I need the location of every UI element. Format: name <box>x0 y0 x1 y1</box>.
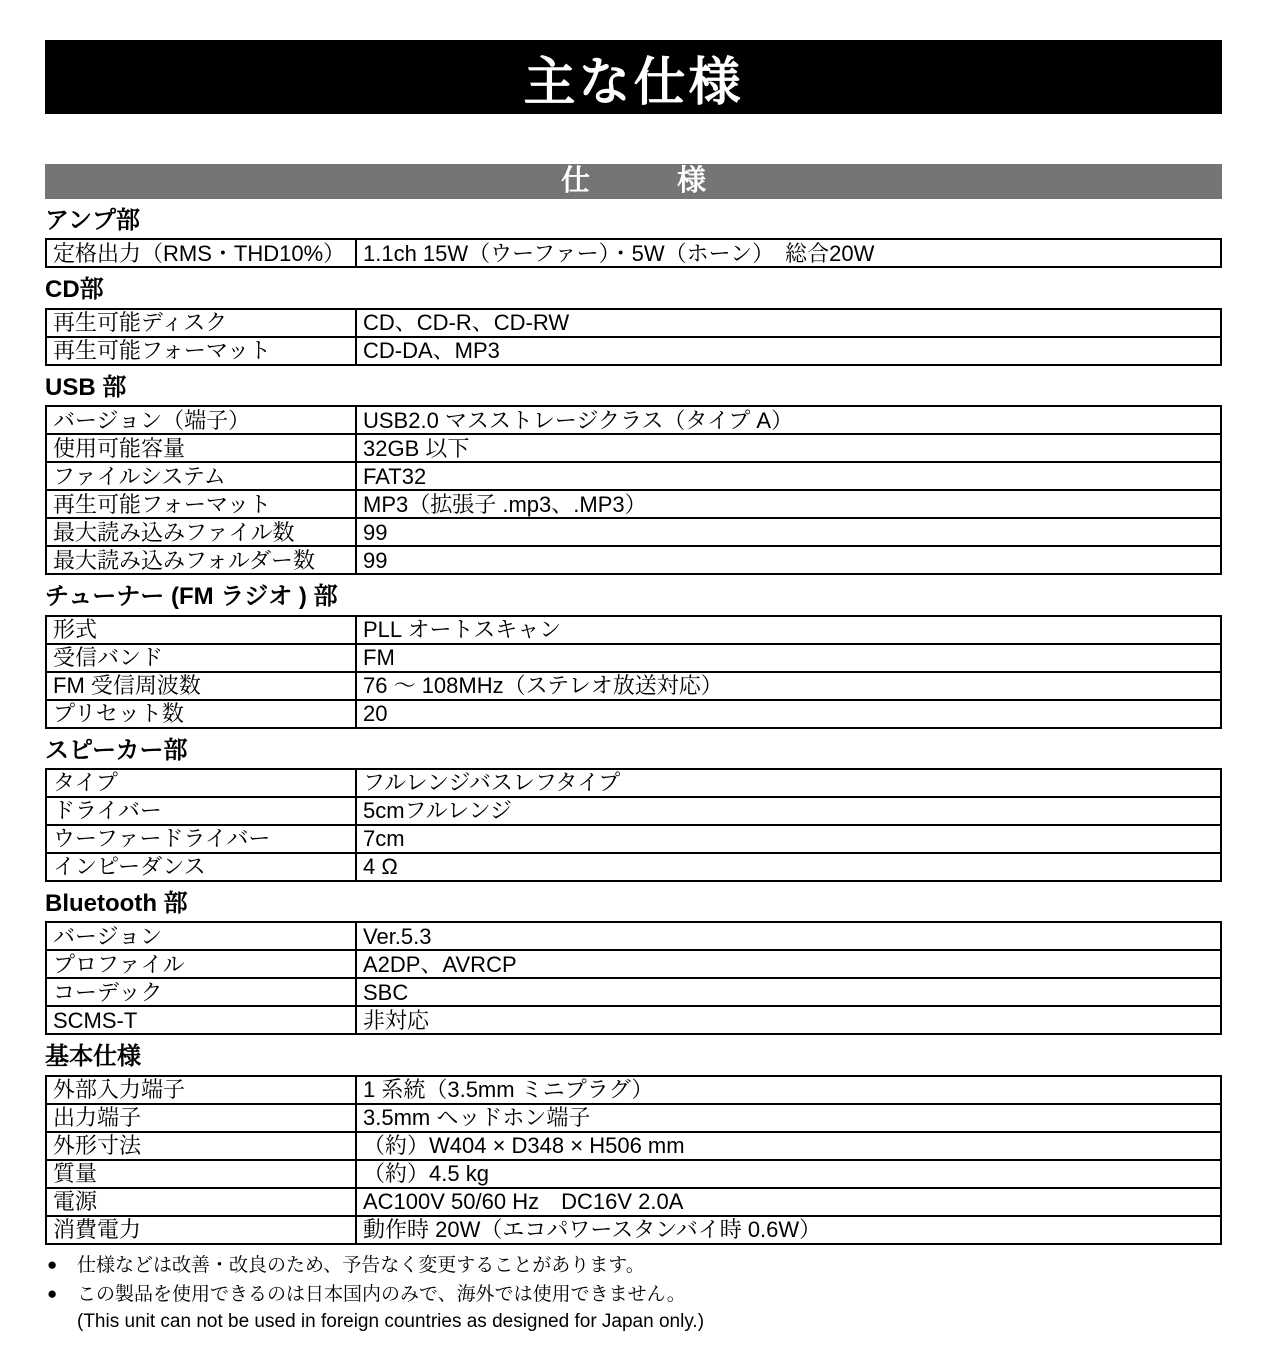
spec-section <box>45 208 1222 268</box>
spec-section <box>45 891 1222 1035</box>
spec-label: FM 受信周波数 <box>46 672 356 700</box>
footnote-line-ja: この製品を使用できるのは日本国内のみで、海外では使用できません。 <box>77 1283 686 1305</box>
spec-value: （約）W404 × D348 × H506 mm <box>356 1132 1221 1160</box>
spec-value: 1.1ch 15W（ウーファー）・5W（ホーン） 総合20W <box>356 239 1221 267</box>
page-title: 主な仕様 <box>523 53 744 112</box>
bullet-icon: ● <box>47 1283 58 1303</box>
table-row <box>46 518 1221 546</box>
section-heading: スピーカー部 <box>45 736 188 764</box>
table-row <box>46 672 1221 700</box>
spec-label: バージョン（端子） <box>46 406 356 434</box>
table-row <box>46 853 1221 881</box>
spec-label: 質量 <box>46 1160 356 1188</box>
spec-value: FAT32 <box>356 462 1221 490</box>
spec-table <box>45 308 1222 366</box>
table-row <box>46 825 1221 853</box>
spec-value: 5cmフルレンジ <box>356 797 1221 825</box>
spec-label: ウーファードライバー <box>46 825 356 853</box>
spec-label: タイプ <box>46 769 356 797</box>
spec-table <box>45 405 1222 575</box>
spec-section <box>45 584 1222 728</box>
page-title-bar <box>45 40 1222 114</box>
spec-label: 受信バンド <box>46 644 356 672</box>
spec-table <box>45 768 1222 882</box>
spec-label: 再生可能ディスク <box>46 309 356 337</box>
spec-section <box>45 738 1222 882</box>
table-row <box>46 546 1221 574</box>
spec-table <box>45 238 1222 268</box>
page-content <box>0 40 1265 1334</box>
spec-label: 消費電力 <box>46 1216 356 1244</box>
spec-value: 7cm <box>356 825 1221 853</box>
section-heading: CD部 <box>45 276 104 304</box>
spec-bar-label: 仕 様 <box>560 165 706 197</box>
spec-value: 99 <box>356 546 1221 574</box>
table-row <box>46 239 1221 267</box>
table-row <box>46 490 1221 518</box>
spec-value: FM <box>356 644 1221 672</box>
spec-value: AC100V 50/60 Hz DC16V 2.0A <box>356 1188 1221 1216</box>
section-heading: チューナー (FM ラジオ ) 部 <box>45 583 338 611</box>
table-row <box>46 644 1221 672</box>
spec-value: USB2.0 マスストレージクラス（タイプ A） <box>356 406 1221 434</box>
footnote-line-en: (This unit can not be used in foreign countries as designed for Japan only.) <box>77 1310 705 1332</box>
spec-label: 電源 <box>46 1188 356 1216</box>
spec-table <box>45 921 1222 1035</box>
table-row <box>46 462 1221 490</box>
spec-value: （約）4.5 kg <box>356 1160 1221 1188</box>
table-row <box>46 1160 1221 1188</box>
spec-value: フルレンジバスレフタイプ <box>356 769 1221 797</box>
spec-section-bar <box>45 164 1222 199</box>
spec-section <box>45 277 1222 365</box>
table-row <box>46 1132 1221 1160</box>
spec-label: プロファイル <box>46 950 356 978</box>
spec-section <box>45 1044 1222 1244</box>
table-row <box>46 1104 1221 1132</box>
spec-value: CD、CD-R、CD-RW <box>356 309 1221 337</box>
spec-value: 20 <box>356 700 1221 728</box>
spec-label: ファイルシステム <box>46 462 356 490</box>
section-heading: 基本仕様 <box>45 1043 141 1071</box>
table-row <box>46 769 1221 797</box>
spec-value: MP3（拡張子 .mp3、.MP3） <box>356 490 1221 518</box>
spec-label: 最大読み込みフォルダー数 <box>46 546 356 574</box>
spec-label: インピーダンス <box>46 853 356 881</box>
spec-table <box>45 615 1222 729</box>
spec-label: ドライバー <box>46 797 356 825</box>
table-row <box>46 700 1221 728</box>
spec-label: 出力端子 <box>46 1104 356 1132</box>
spec-value: 76 ～ 108MHz（ステレオ放送対応） <box>356 672 1221 700</box>
spec-label: 外部入力端子 <box>46 1076 356 1104</box>
footnote-line-ja: 仕様などは改善・改良のため、予告なく変更することがあります。 <box>77 1254 645 1276</box>
spec-value: 1 系統（3.5mm ミニプラグ） <box>356 1076 1221 1104</box>
table-row <box>46 1006 1221 1034</box>
footnote-item <box>47 1253 1222 1278</box>
spec-value: 4 Ω <box>356 853 1221 881</box>
spec-label: 再生可能フォーマット <box>46 490 356 518</box>
section-heading: USB 部 <box>45 373 127 401</box>
spec-value: Ver.5.3 <box>356 922 1221 950</box>
table-row <box>46 406 1221 434</box>
spec-label: SCMS-T <box>46 1006 356 1034</box>
spec-label: バージョン <box>46 922 356 950</box>
spec-value: SBC <box>356 978 1221 1006</box>
spec-label: 使用可能容量 <box>46 434 356 462</box>
table-row <box>46 616 1221 644</box>
table-row <box>46 797 1221 825</box>
spec-section <box>45 375 1222 575</box>
section-heading: アンプ部 <box>45 207 141 234</box>
spec-label: プリセット数 <box>46 700 356 728</box>
table-row <box>46 434 1221 462</box>
spec-label: コーデック <box>46 978 356 1006</box>
spec-label: 定格出力（RMS・THD10%） <box>46 239 356 267</box>
spec-label: 最大読み込みファイル数 <box>46 518 356 546</box>
spec-sections <box>45 208 1222 1245</box>
table-row <box>46 309 1221 337</box>
section-heading: Bluetooth 部 <box>45 889 188 917</box>
table-row <box>46 1188 1221 1216</box>
table-row <box>46 337 1221 365</box>
spec-value: 非対応 <box>356 1006 1221 1034</box>
bullet-icon: ● <box>47 1254 58 1274</box>
table-row <box>46 922 1221 950</box>
spec-label: 再生可能フォーマット <box>46 337 356 365</box>
table-row <box>46 1216 1221 1244</box>
spec-label: 外形寸法 <box>46 1132 356 1160</box>
spec-value: 32GB 以下 <box>356 434 1221 462</box>
spec-table <box>45 1075 1222 1245</box>
footnote-text <box>77 1253 645 1278</box>
spec-value: A2DP、AVRCP <box>356 950 1221 978</box>
spec-value: CD-DA、MP3 <box>356 337 1221 365</box>
footnote-item <box>47 1282 1222 1334</box>
spec-label: 形式 <box>46 616 356 644</box>
table-row <box>46 1076 1221 1104</box>
footnote-text <box>77 1282 704 1334</box>
spec-value: 99 <box>356 518 1221 546</box>
spec-value: 動作時 20W（エコパワースタンバイ時 0.6W） <box>356 1216 1221 1244</box>
table-row <box>46 950 1221 978</box>
footnotes <box>45 1253 1222 1334</box>
spec-value: PLL オートスキャン <box>356 616 1221 644</box>
table-row <box>46 978 1221 1006</box>
spec-value: 3.5mm ヘッドホン端子 <box>356 1104 1221 1132</box>
